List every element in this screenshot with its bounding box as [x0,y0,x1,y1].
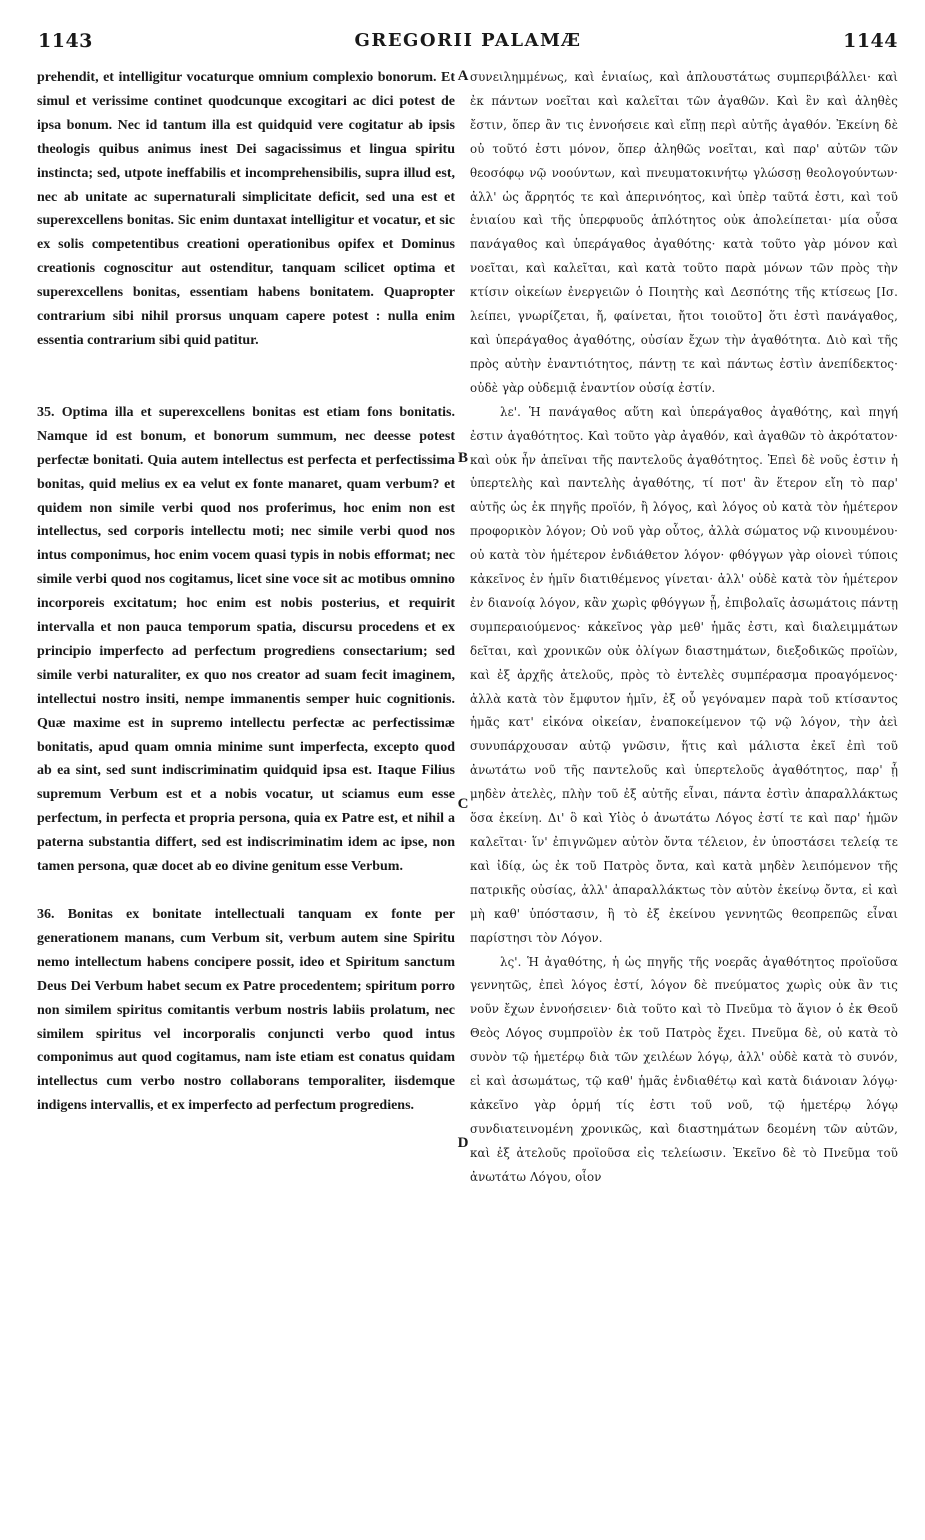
latin-paragraph-continuation: prehendit, et intelligitur vocaturque omnium complexio bonorum. Et simul et verissime continet quodcunque excogitari ac dici potest de ipsa bonum. Nec id tantum illa est quidquid vere cogitatur ab ipsis theologis quibus animus inest Dei sagacissimus et lingua spiritu instincta; sed, utpote ineffabilis et incomprehensibilis, supra illud est, nec ab unitate ac supernaturali simplicitate deficit, sed una est et superexcellens bonitas. Sic enim duntaxat intelligitur et vocatur, et sic ex solis competentibus creationi operationibus opifex et Dominus creationis cognoscitur aut ostenditur, tanquam scilicet optima et superexcellens bonitas, essentiam habens bonitatem. Quapropter contrarium sibi nihil prorsus unquam capere potest : nulla enim essentia contrarium sibi quid patitur. [37,70,455,348]
running-header [38,30,898,56]
running-title: GREGORII PALAMÆ [354,30,582,51]
greek-paragraph-continuation: συνειλημμένως, καὶ ἑνιαίως, καὶ ἁπλουστάτως συμπεριβάλλει· καὶ ἐκ πάντων νοεῖται καὶ καλεῖται τῶν ἀγαθῶν. Καὶ ἓν καὶ ἀληθὲς ἔστιν, ὅπερ ἂν τις ἐννοήσειε καὶ εἴπῃ περὶ αὐτῆς ἀγαθόν. Ἐκείνη δὲ οὐ τοῦτό ἐστι μόνον, ὅπερ ἀληθῶς νοεῖται, καὶ παρ' αὐτῶν τῶν θεοσόφῳ νῷ νοούντων, καὶ πνευματοκινήτῳ γλώσσῃ θεολογούντων· ἀλλ' ὡς ἄρρητός τε καὶ ἀπερινόητος, καὶ ὑπὲρ ταῦτά ἐστι, καὶ τοῦ ἑνιαίου καὶ τῆς ὑπερφυοῦς ἁπλότητος οὐκ ἀπολείπεται· μία οὖσα πανάγαθος καὶ ὑπεράγαθος ἀγαθότης· κατὰ τοῦτο γὰρ μόνον καὶ νοεῖται, καὶ καλεῖται, καὶ κατὰ τοῦτο παρὰ μόνων τῶν πρὸς τὴν κτίσιν οἰκείων ἐνεργειῶν ὁ Ποιητὴς καὶ Δεσπότης τῆς κτίσεως [Ισ. λείπει, γνωρίζεται, ἤ, φαίνεται, ἤτοι τοιοῦτο] ὅτι ἐστὶ πανάγαθος, καὶ ὑπεράγαθος ἀγαθότης, οὐσίαν ἔχων τὴν ἀγαθότητα. Διὸ καὶ τῆς πρὸς αὐτὴν ἐναντιότητος, πάντῃ τε καὶ πάντως ἐστὶν ἀνεπίδεκτος· οὐδὲ γὰρ οὐδεμιᾷ ἐναντίον οὐσίᾳ ἐστίν. [470,70,898,395]
page-number-right: 1144 [843,30,898,52]
greek-column [470,66,898,1190]
greek-section-36: λς'. Ἡ ἀγαθότης, ἡ ὡς πηγῆς τῆς νοερᾶς ἀγαθότητος προϊοῦσα γεννητῶς, ἐπεὶ λόγος ἐστί, λόγον δὲ πνεύματος χωρὶς οὐκ ἂν τις νοῦν ἔχων ἐννοήσειεν· διὰ τοῦτο καὶ τὸ Πνεῦμα τὸ ἅγιον ὁ ἐκ Θεοῦ Θεὸς Λόγος συμπροϊὸν ἐκ τοῦ Πατρὸς ἔχει. Πνεῦμα δὲ, οὐ κατὰ τὸ συνὸν τῷ ἡμετέρῳ διὰ τῶν χειλέων λόγῳ, ἀλλ' οὐδὲ κατὰ τὸ συνόν, εἰ καὶ ἀσωμάτως, τῷ καθ' ἡμᾶς ἐνδιαθέτῳ καὶ κατὰ διάνοιαν λόγῳ· κἀκεῖνο γὰρ ὁρμή τίς ἐστι τοῦ νοῦ, τῷ ἡμετέρῳ λόγῳ συνδιατεινομένη χρονικῶς, καὶ διαστημάτων δεομένη τῶν αὐτῶν, καὶ ἐξ ἀτελοῦς προϊοῦσα εἰς τελείωσιν. Ἐκεῖνο δὲ τὸ Πνεῦμα τοῦ ἀνωτάτω Λόγου, οἷον [470,954,898,1184]
latin-section-36: 36. Bonitas ex bonitate intellectuali tanquam ex fonte per generationem manans, cum Verbum sit, verbum autem sine Spiritu nemo intellectum habens concipere possit, ideo et Spiritum sanctum Deus Dei Verbum habet secum ex Patre procedentem; spiritum porro non similem spiritus comitantis verbum nostris labiis prolatum, nec similem spiritus vel incorporalis conjuncti verbo quod intus componimus aut quod cogitamus, nam iste etiam est conatus quidam intellectus cum verbo nostro collaborans temporaliter, iisdemque indigens intervallis, et ex imperfecto ad perfectum progrediens. [37,907,455,1114]
latin-column [37,66,455,1118]
latin-section-35: 35. Optima illa et superexcellens bonitas est etiam fons bonitatis. Namque id est bonum, et bonorum summum, nec deesse potest perfectæ bonitati. Quia autem intellectus est perfecta et perfectissima bonitas, quid melius ex ea velut ex fonte manaret, quam verbum? et quidem non simile verbi quod nos proferimus, hoc enim non est intellectus, sed corporis intellectu moti; nec simile verbi quod nos intus componimus, hoc enim vocem quasi typis in nobis efformat; nec simile verbi quod nos cogitamus, licet sine voce sit ac motibus omnino incorporeis excitatum; hoc enim est nobis posterius, et requirit intervalla et non pauca temporum spatia, discursu procedens et ex principio imperfecto ad perfectum progrediens consectarium; sed simile verbi naturaliter, ex quo nos creator ad suam fecit imaginem, intellectui nostro insiti, nempe immanentis semper huic cognitionis. Quæ maxime est in supremo intellectu perfectæ ac perfectissimæ bonitatis, apud quam omnia minime sunt imperfecta, excepto quod ab ea sint, sed sunt indiscriminatim quidquid ipsa est. Itaque Filius supremum Verbum est et a nobis vocatur, ut sciamus eum esse perfectum, in perfecta et propria persona, quia ex Patre est, et nihil a paterna substantia differt, sed est indiscriminatim idem ac ipse, non tamen persona, quæ docet ab eo divine genitum esse Verbum. [37,404,455,875]
margin-marker-d: D [457,1135,469,1151]
margin-marker-a: A [457,68,469,84]
page-number-left: 1143 [38,30,93,52]
margin-marker-b: B [457,450,468,466]
margin-marker-c: C [457,796,469,812]
greek-section-35: λε'. Ἡ πανάγαθος αὕτη καὶ ὑπεράγαθος ἀγαθότης, καὶ πηγή ἐστιν ἀγαθότητος. Καὶ τοῦτο γὰρ ἀγαθόν, καὶ ἀγαθῶν τὸ ἀκρότατον· καὶ οὐκ ἦν ἀπεῖναι τῆς παντελοῦς ἀγαθότητος. Ἐπεὶ δὲ νοῦς ἐστιν ἡ ὑπερτελὴς καὶ παντελὴς ἀγαθότης, τί ποτ' ἂν ἕτερον εἴη τὸ παρ' αὐτῆς ὡς ἐκ πηγῆς προϊόν, ἢ λόγος, καὶ λόγος οὐ κατὰ τὸν ἡμέτερον προφορικὸν λόγον; Οὐ νοῦ γὰρ οὗτος, ἀλλὰ σώματος νῷ κινουμένου· οὐ κατὰ τὸν ἡμέτερον ἐνδιάθετον λόγον· φθόγγων γὰρ οἱονεὶ τύποις κἀκεῖνος ἐν ἡμῖν διατιθέμενος γίνεται· ἀλλ' οὐδὲ κατὰ τὸν ἡμέτερον ἐν διανοίᾳ λόγον, κἂν χωρὶς φθόγγων ᾖ, ἐπιβολαῖς ἀσωμάτοις πάντῃ συμπεραιούμενος· κἀκεῖνος γὰρ μεθ' ἡμᾶς ἐστι, καὶ διαλειμμάτων δεῖται, καὶ χρονικῶν οὐκ ὀλίγων διαστημάτων, διεξοδικῶς προϊὼν, καὶ ἐξ ἀρχῆς ἀτελοῦς, πρὸς τὸ ἐντελὲς συμπέρασμα προαγόμενος· ἀλλὰ κατὰ τὸν ἔμφυτον ἡμῖν, ἐξ οὗ γεγόναμεν παρὰ τοῦ κτίσαντος ἡμᾶς κατ' εἰκόνα οἰκείαν, ἐναποκείμενον τῷ νῷ λόγον, τὴν ἀεὶ συνυπάρχουσαν αὐτῷ γνῶσιν, ἥτις καὶ μάλιστα ἐκεῖ ἐπὶ τοῦ ἀνωτάτω νοῦ τῆς παντελοῦς καὶ ὑπερτελοῦς ἀγαθότητος, παρ' ᾗ μηδὲν ἀτελὲς, πλὴν τοῦ ἐξ αὐτῆς εἶναι, πάντα ἐστὶν ἀπαραλλάκτως ὅσα ἐκείνη. Δι' ὃ καὶ Υἱὸς ὁ ἀνωτάτω Λόγος ἐστί τε καὶ παρ' ἡμῶν καλεῖται· ἵν' ἐπιγνῶμεν αὐτὸν ὄντα τέλειον, ἐν ὑποστάσει τελείᾳ τε καὶ ἰδίᾳ, ὡς ἐκ τοῦ Πατρὸς ὄντα, καὶ κατὰ μηδὲν λειπόμενον τῆς πατρικῆς οὐσίας, ἀλλ' ἀπαραλλάκτως τὸν αὐτὸν ἐκείνῳ ὄντα, εἰ καὶ μὴ καθ' ὑπόστασιν, ἣ τὸ ἐξ ἐκείνου γεννητῶς θεοπρεπῶς εἶναι παρίστησι τὸν Λόγον. [470,404,898,945]
